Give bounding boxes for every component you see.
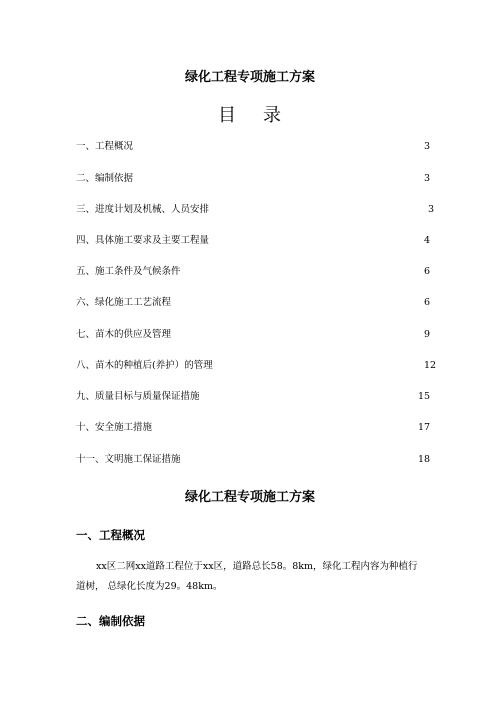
toc-entry-label: 九、质量目标与质量保证措施 <box>76 391 200 402</box>
toc-entry[interactable] <box>0 265 500 279</box>
toc-entry-label: 五、施工条件及气候条件 <box>76 266 181 277</box>
toc-entry[interactable] <box>0 140 500 154</box>
toc-entry-page: 3 <box>424 173 431 184</box>
toc-entry[interactable] <box>0 234 500 248</box>
toc-entry[interactable] <box>0 172 500 186</box>
toc-entry-label: 四、具体施工要求及主要工程量 <box>76 235 210 246</box>
toc-entry-label: 七、苗木的供应及管理 <box>76 329 172 340</box>
toc-entry-page: 12 <box>424 360 437 371</box>
toc-entry[interactable] <box>0 359 500 373</box>
toc-entry-page: 18 <box>418 454 431 465</box>
document-title: 绿化工程专项施工方案 <box>184 70 315 85</box>
toc-entry-label: 八、苗木的种植后(养护）的管理 <box>76 360 213 371</box>
toc-entry-page: 3 <box>428 204 435 215</box>
toc-heading-char-2: 录 <box>263 105 282 126</box>
toc-entry[interactable] <box>0 296 500 310</box>
toc-entry-page: 6 <box>424 297 431 308</box>
section-heading-overview: 一、工程概况 <box>76 528 145 542</box>
section-paragraph-overview: xx区二网xx道路工程位于xx区，道路总长58。8km，绿化工程内容为种植行道树， 总绿化长度为29。48km。 <box>76 561 418 592</box>
toc-entry-label: 十一、文明施工保证措施 <box>76 454 181 465</box>
toc-entry-label: 二、编制依据 <box>76 173 134 184</box>
toc-entry-label: 三、进度计划及机械、人员安排 <box>76 204 210 215</box>
toc-entry-page: 3 <box>424 141 431 152</box>
toc-entry-page: 15 <box>418 391 431 402</box>
toc-entry[interactable] <box>0 421 500 435</box>
toc-entry[interactable] <box>0 390 500 404</box>
section-heading-basis: 二、编制依据 <box>76 614 145 628</box>
toc-entry-page: 17 <box>418 422 431 433</box>
toc-entry[interactable] <box>0 328 500 342</box>
toc-entry[interactable] <box>0 453 500 467</box>
toc-entry-page: 9 <box>424 329 431 340</box>
toc-heading-char-1: 目 <box>218 105 237 126</box>
toc-entry-label: 一、工程概况 <box>76 141 134 152</box>
toc-entry-label: 六、绿化施工工艺流程 <box>76 297 172 308</box>
toc-entry-page: 4 <box>424 235 431 246</box>
body-title: 绿化工程专项施工方案 <box>184 490 315 505</box>
toc-heading <box>0 101 500 127</box>
toc-entry[interactable] <box>0 203 500 217</box>
toc-entry-label: 十、安全施工措施 <box>76 422 153 433</box>
toc-entry-page: 6 <box>424 266 431 277</box>
